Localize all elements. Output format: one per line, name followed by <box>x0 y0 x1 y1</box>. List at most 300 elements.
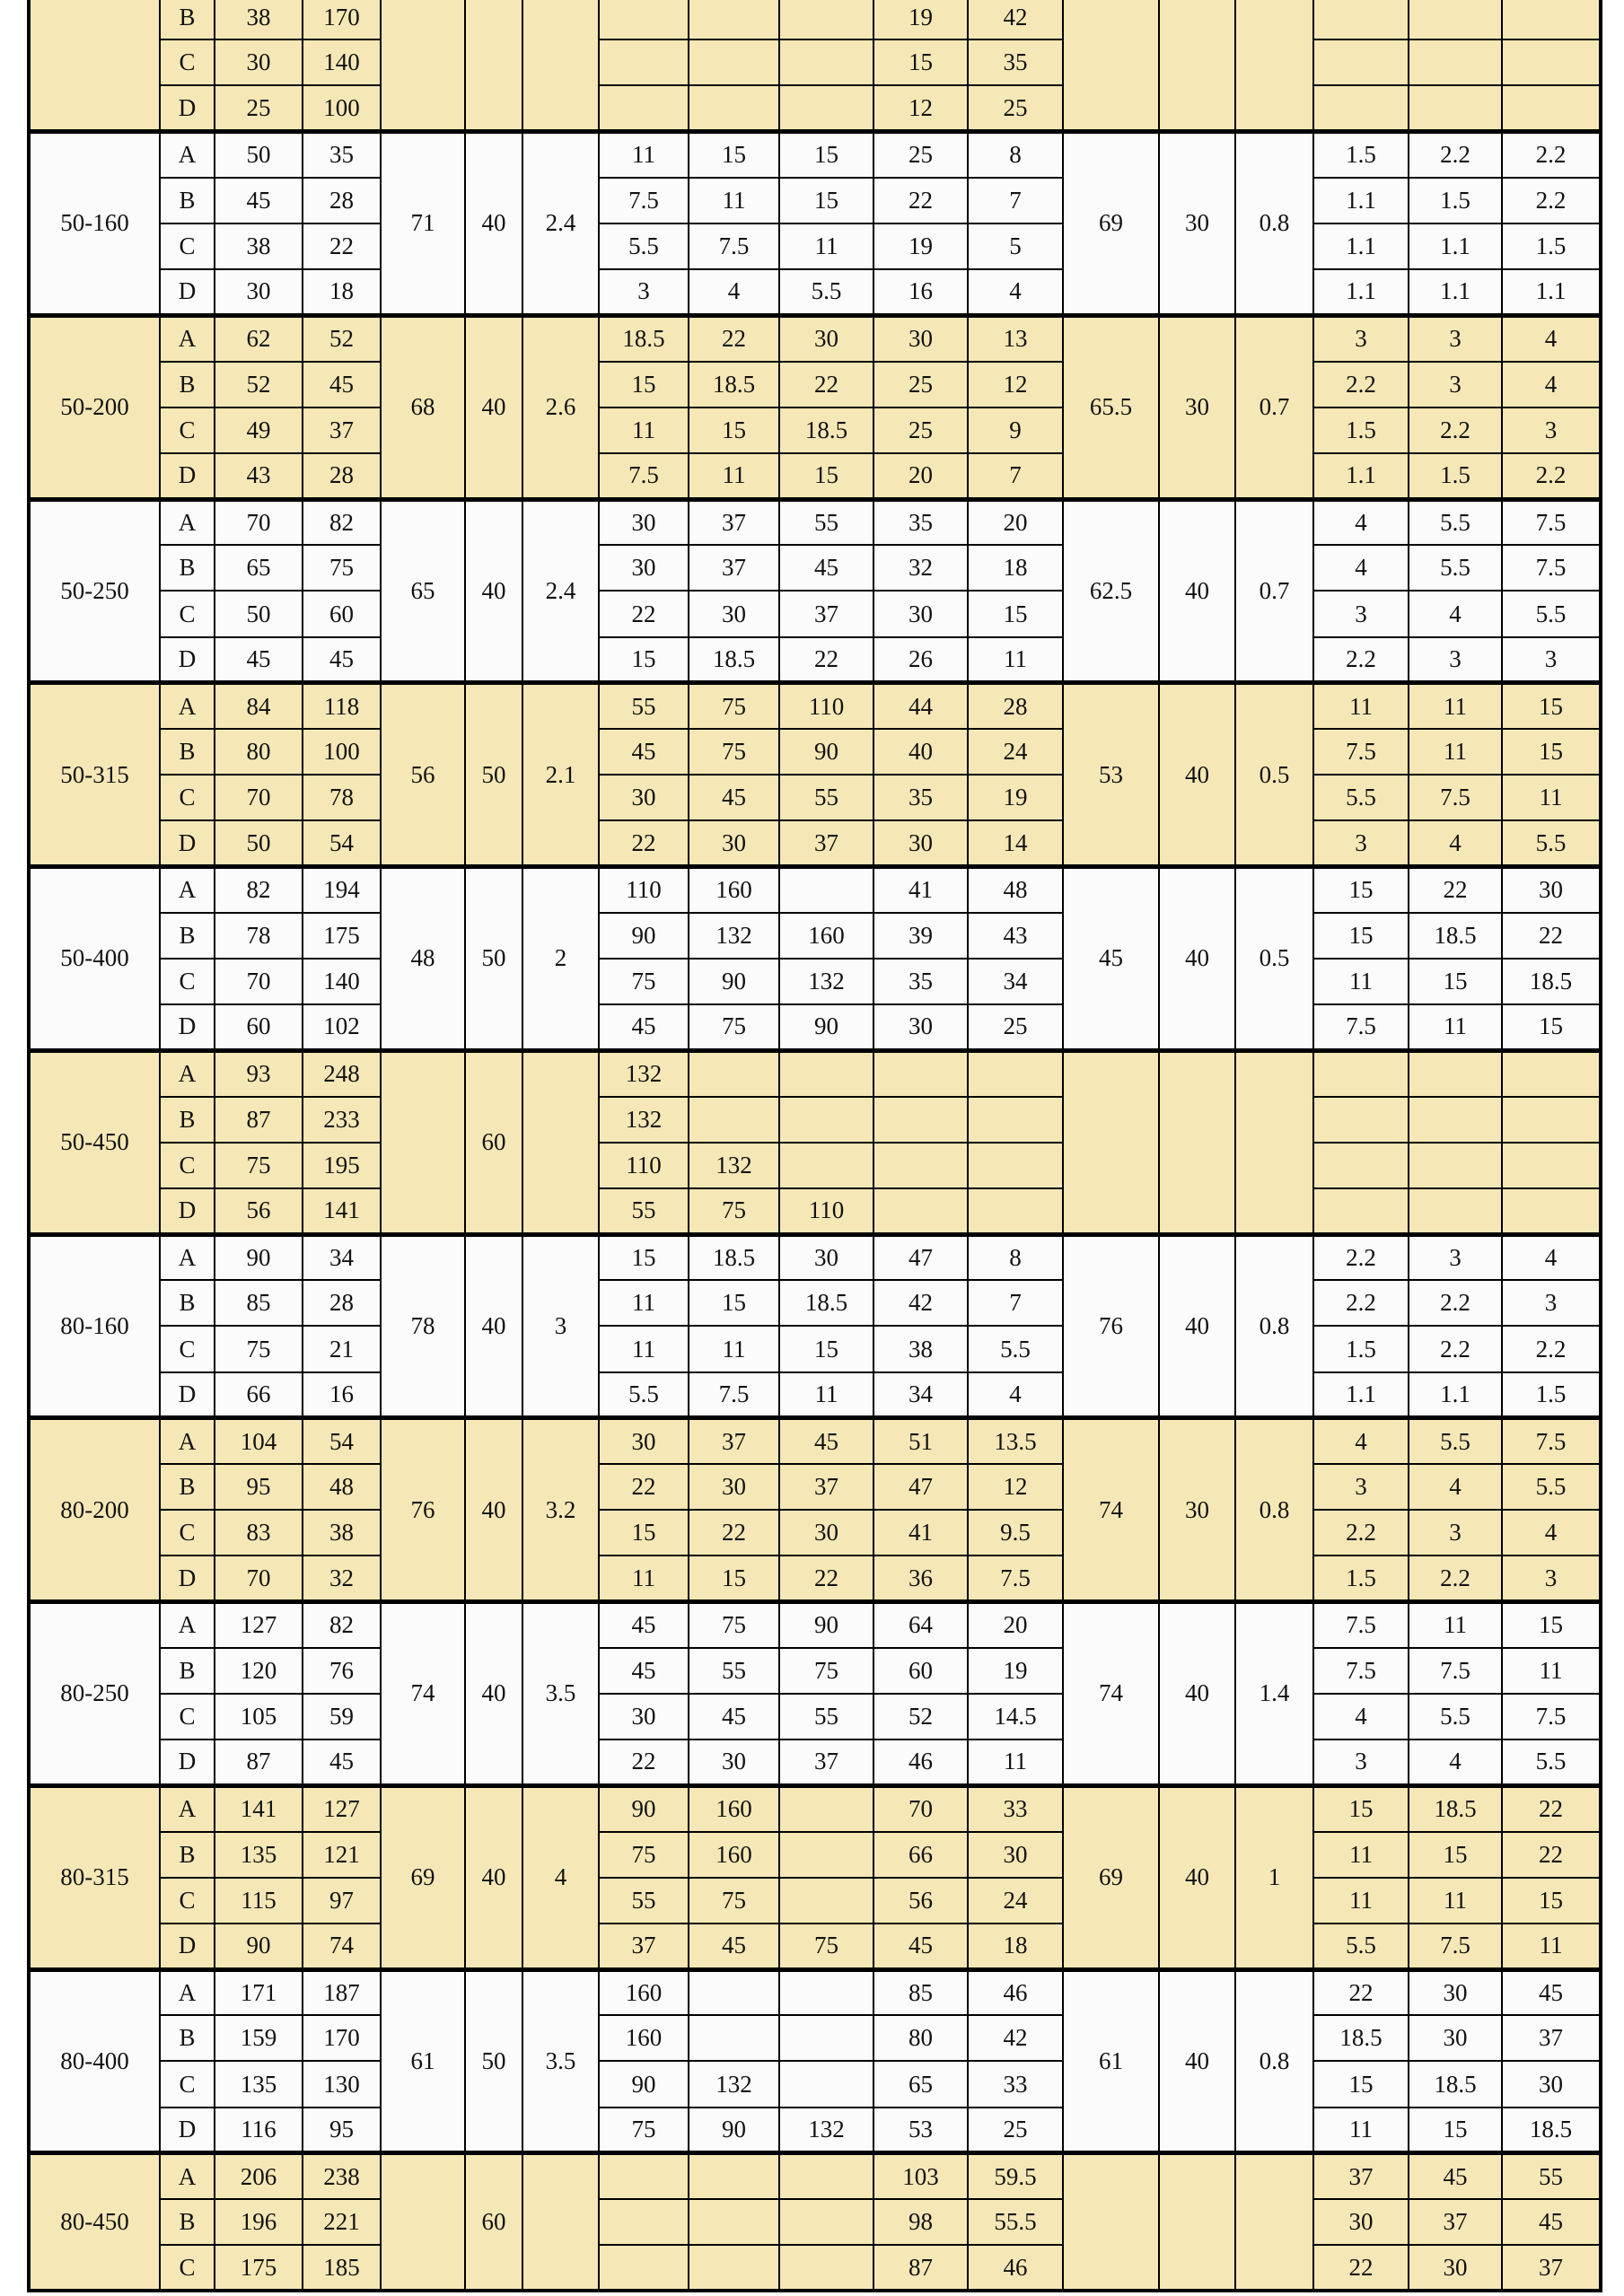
value1-cell: 104 <box>215 1418 303 1464</box>
value1-cell: 90 <box>215 1234 303 1280</box>
flow-cell <box>689 1097 779 1143</box>
group2-merged-cell: 40 <box>1159 1785 1235 1969</box>
flow-cell <box>968 1050 1063 1096</box>
power-cell: 1.5 <box>1313 132 1409 178</box>
group2-merged-cell <box>1063 1050 1159 1234</box>
power-cell <box>1409 85 1502 131</box>
flow-cell: 20 <box>968 1602 1063 1648</box>
power-cell: 2.2 <box>1502 1326 1601 1371</box>
group2-merged-cell: 30 <box>1159 132 1235 316</box>
value2-cell: 221 <box>303 2199 381 2245</box>
value2-cell: 28 <box>303 453 381 499</box>
value2-cell: 127 <box>303 1785 381 1831</box>
power-cell: 4 <box>1409 1464 1502 1510</box>
power-cell: 4 <box>1313 1694 1409 1740</box>
group2-merged-cell: 62.5 <box>1063 499 1159 683</box>
value2-cell: 248 <box>303 1050 381 1096</box>
group2-merged-cell: 40 <box>1159 867 1235 1051</box>
power-cell: 3 <box>1409 1234 1502 1280</box>
grade-letter-cell: C <box>160 2245 215 2291</box>
power-cell: 15 <box>1502 1004 1601 1050</box>
value2-cell: 194 <box>303 867 381 913</box>
value2-cell: 118 <box>303 683 381 729</box>
flow-cell <box>689 2199 779 2245</box>
flow-cell: 25 <box>968 85 1063 131</box>
model-block <box>29 1969 1601 2153</box>
flow-cell: 9 <box>968 407 1063 453</box>
flow-cell: 35 <box>873 775 968 820</box>
model-block <box>29 1602 1601 1786</box>
grade-letter-cell: A <box>160 1418 215 1464</box>
flow-cell: 160 <box>599 2015 689 2061</box>
flow-cell: 30 <box>873 315 968 361</box>
power-cell: 30 <box>1409 2015 1502 2061</box>
grade-letter-cell: C <box>160 1694 215 1740</box>
value1-cell: 70 <box>215 1555 303 1601</box>
flow-cell <box>779 1878 873 1924</box>
flow-cell: 56 <box>873 1878 968 1924</box>
flow-cell: 45 <box>599 1648 689 1694</box>
value1-cell: 30 <box>215 269 303 315</box>
group1-merged-cell: 40 <box>465 315 522 499</box>
power-cell: 11 <box>1502 1924 1601 1969</box>
table-row <box>29 223 1601 269</box>
model-block <box>29 1418 1601 1602</box>
flow-cell: 7.5 <box>599 453 689 499</box>
grade-letter-cell: B <box>160 1648 215 1694</box>
flow-cell: 11 <box>599 407 689 453</box>
value1-cell: 120 <box>215 1648 303 1694</box>
value2-cell: 170 <box>303 0 381 39</box>
power-cell: 3 <box>1313 1464 1409 1510</box>
flow-cell: 16 <box>873 269 968 315</box>
power-cell: 15 <box>1502 1602 1601 1648</box>
power-cell <box>1313 85 1409 131</box>
power-cell: 22 <box>1502 1832 1601 1878</box>
model-block <box>29 315 1601 499</box>
power-cell: 30 <box>1409 2245 1502 2291</box>
flow-cell: 70 <box>873 1785 968 1831</box>
flow-cell: 38 <box>873 1326 968 1371</box>
power-cell: 11 <box>1502 775 1601 820</box>
value2-cell: 175 <box>303 913 381 959</box>
power-cell: 15 <box>1313 2061 1409 2107</box>
grade-letter-cell: C <box>160 223 215 269</box>
flow-cell: 110 <box>599 1143 689 1188</box>
value2-cell: 238 <box>303 2153 381 2199</box>
flow-cell: 44 <box>873 683 968 729</box>
grade-letter-cell: B <box>160 0 215 39</box>
flow-cell: 15 <box>689 1280 779 1326</box>
value1-cell: 38 <box>215 0 303 39</box>
power-cell <box>1502 1188 1601 1234</box>
grade-letter-cell: C <box>160 959 215 1004</box>
table-row <box>29 1740 1601 1785</box>
table-row <box>29 499 1601 545</box>
flow-cell: 160 <box>599 1969 689 2015</box>
flow-cell: 11 <box>689 1326 779 1371</box>
group2-merged-cell: 53 <box>1063 683 1159 867</box>
flow-cell: 55 <box>599 1878 689 1924</box>
power-cell: 3 <box>1502 1555 1601 1601</box>
flow-cell <box>779 867 873 913</box>
flow-cell: 46 <box>968 2245 1063 2291</box>
flow-cell: 30 <box>873 591 968 636</box>
power-cell: 1.5 <box>1313 1555 1409 1601</box>
value1-cell: 83 <box>215 1510 303 1555</box>
group2-merged-cell: 0.5 <box>1235 867 1313 1051</box>
power-cell: 2.2 <box>1313 1280 1409 1326</box>
flow-cell: 80 <box>873 2015 968 2061</box>
value1-cell: 56 <box>215 1188 303 1234</box>
value1-cell: 70 <box>215 775 303 820</box>
flow-cell: 30 <box>689 591 779 636</box>
model-cell: 50-315 <box>29 683 160 867</box>
flow-cell: 37 <box>689 545 779 591</box>
flow-cell <box>779 1097 873 1143</box>
flow-cell: 42 <box>968 2015 1063 2061</box>
table-row <box>29 1648 1601 1694</box>
grade-letter-cell: B <box>160 1280 215 1326</box>
value2-cell: 82 <box>303 1602 381 1648</box>
grade-letter-cell: C <box>160 2061 215 2107</box>
flow-cell: 75 <box>689 1602 779 1648</box>
flow-cell: 11 <box>599 1555 689 1601</box>
table-row <box>29 683 1601 729</box>
flow-cell: 132 <box>689 1143 779 1188</box>
flow-cell: 35 <box>873 499 968 545</box>
power-cell: 45 <box>1502 2199 1601 2245</box>
flow-cell <box>873 1143 968 1188</box>
flow-cell: 19 <box>968 775 1063 820</box>
power-cell: 4 <box>1409 1740 1502 1785</box>
flow-cell: 22 <box>689 1510 779 1555</box>
group1-merged-cell: 3.5 <box>522 1602 599 1786</box>
power-cell <box>1502 1143 1601 1188</box>
value2-cell: 21 <box>303 1326 381 1371</box>
table-row <box>29 1602 1601 1648</box>
flow-cell: 98 <box>873 2199 968 2245</box>
value2-cell: 100 <box>303 729 381 775</box>
table-row <box>29 1097 1601 1143</box>
flow-cell: 7 <box>968 178 1063 223</box>
table-row <box>29 1234 1601 1280</box>
pump-spec-table <box>27 0 1602 2292</box>
flow-cell <box>968 1143 1063 1188</box>
model-block <box>29 2153 1601 2292</box>
power-cell: 11 <box>1313 2108 1409 2153</box>
value2-cell: 60 <box>303 591 381 636</box>
flow-cell: 53 <box>873 2108 968 2153</box>
flow-cell: 45 <box>689 1694 779 1740</box>
value2-cell: 195 <box>303 1143 381 1188</box>
grade-letter-cell: B <box>160 1464 215 1510</box>
flow-cell: 42 <box>968 0 1063 39</box>
power-cell: 11 <box>1313 1878 1409 1924</box>
group2-merged-cell <box>1235 2153 1313 2292</box>
table-row <box>29 407 1601 453</box>
flow-cell: 75 <box>689 729 779 775</box>
flow-cell: 7.5 <box>689 223 779 269</box>
power-cell: 3 <box>1502 637 1601 683</box>
flow-cell: 5.5 <box>779 269 873 315</box>
value1-cell: 115 <box>215 1878 303 1924</box>
power-cell: 1.5 <box>1313 1326 1409 1371</box>
value1-cell: 141 <box>215 1785 303 1831</box>
value1-cell: 45 <box>215 637 303 683</box>
table-row <box>29 1004 1601 1050</box>
flow-cell: 55 <box>779 1694 873 1740</box>
group2-merged-cell <box>1063 0 1159 132</box>
power-cell: 11 <box>1409 683 1502 729</box>
flow-cell: 75 <box>599 2108 689 2153</box>
group1-merged-cell: 2.1 <box>522 683 599 867</box>
power-cell: 5.5 <box>1409 499 1502 545</box>
value1-cell: 87 <box>215 1097 303 1143</box>
flow-cell: 11 <box>599 1280 689 1326</box>
value1-cell: 90 <box>215 1924 303 1969</box>
power-cell: 7.5 <box>1502 1694 1601 1740</box>
value1-cell: 70 <box>215 499 303 545</box>
grade-letter-cell: B <box>160 1832 215 1878</box>
value1-cell: 66 <box>215 1372 303 1418</box>
flow-cell: 46 <box>968 1969 1063 2015</box>
grade-letter-cell: A <box>160 132 215 178</box>
flow-cell: 22 <box>779 637 873 683</box>
grade-letter-cell: C <box>160 775 215 820</box>
model-cell <box>29 0 160 132</box>
grade-letter-cell: C <box>160 1510 215 1555</box>
grade-letter-cell: D <box>160 1555 215 1601</box>
group2-merged-cell: 30 <box>1159 1418 1235 1602</box>
value2-cell: 32 <box>303 1555 381 1601</box>
power-cell: 4 <box>1313 545 1409 591</box>
group1-merged-cell: 68 <box>381 315 465 499</box>
power-cell: 2.2 <box>1313 362 1409 407</box>
flow-cell: 90 <box>599 913 689 959</box>
power-cell <box>1409 1097 1502 1143</box>
group2-merged-cell <box>1235 1050 1313 1234</box>
flow-cell: 66 <box>873 1832 968 1878</box>
group1-merged-cell: 3 <box>522 1234 599 1418</box>
value1-cell: 52 <box>215 362 303 407</box>
power-cell: 5.5 <box>1409 545 1502 591</box>
group2-merged-cell <box>1159 1050 1235 1234</box>
power-cell: 18.5 <box>1502 959 1601 1004</box>
group1-merged-cell: 2.4 <box>522 132 599 316</box>
group1-merged-cell: 2.4 <box>522 499 599 683</box>
grade-letter-cell: A <box>160 315 215 361</box>
power-cell: 22 <box>1313 2245 1409 2291</box>
power-cell: 22 <box>1502 913 1601 959</box>
table-row <box>29 2015 1601 2061</box>
value1-cell: 93 <box>215 1050 303 1096</box>
flow-cell: 90 <box>599 1785 689 1831</box>
value1-cell: 105 <box>215 1694 303 1740</box>
flow-cell: 15 <box>599 362 689 407</box>
power-cell: 1.1 <box>1313 269 1409 315</box>
table-row <box>29 1326 1601 1371</box>
power-cell: 11 <box>1313 683 1409 729</box>
flow-cell: 37 <box>779 1464 873 1510</box>
model-cell: 50-250 <box>29 499 160 683</box>
flow-cell <box>779 85 873 131</box>
value2-cell: 16 <box>303 1372 381 1418</box>
flow-cell: 45 <box>599 729 689 775</box>
flow-cell: 28 <box>968 683 1063 729</box>
power-cell: 4 <box>1502 1510 1601 1555</box>
power-cell: 1.1 <box>1313 453 1409 499</box>
flow-cell <box>779 2153 873 2199</box>
group1-merged-cell <box>522 0 599 132</box>
table-row <box>29 2245 1601 2291</box>
table-row <box>29 729 1601 775</box>
value2-cell: 22 <box>303 223 381 269</box>
flow-cell: 15 <box>779 453 873 499</box>
grade-letter-cell: B <box>160 913 215 959</box>
flow-cell: 75 <box>689 1878 779 1924</box>
table-row <box>29 178 1601 223</box>
flow-cell: 14 <box>968 820 1063 866</box>
flow-cell: 4 <box>689 269 779 315</box>
grade-letter-cell: D <box>160 1004 215 1050</box>
flow-cell: 7.5 <box>689 1372 779 1418</box>
power-cell <box>1409 1050 1502 1096</box>
flow-cell: 30 <box>779 1510 873 1555</box>
power-cell: 5.5 <box>1313 775 1409 820</box>
grade-letter-cell: D <box>160 637 215 683</box>
flow-cell <box>779 2199 873 2245</box>
value1-cell: 175 <box>215 2245 303 2291</box>
flow-cell: 18.5 <box>689 362 779 407</box>
flow-cell: 18.5 <box>689 1234 779 1280</box>
power-cell: 1.1 <box>1313 178 1409 223</box>
value1-cell: 25 <box>215 85 303 131</box>
table-row <box>29 1143 1601 1188</box>
power-cell: 37 <box>1409 2199 1502 2245</box>
flow-cell <box>968 1097 1063 1143</box>
flow-cell: 22 <box>779 362 873 407</box>
grade-letter-cell: D <box>160 85 215 131</box>
flow-cell: 5.5 <box>968 1326 1063 1371</box>
power-cell: 3 <box>1313 591 1409 636</box>
power-cell: 4 <box>1313 499 1409 545</box>
group1-merged-cell: 40 <box>465 499 522 683</box>
flow-cell: 18.5 <box>779 407 873 453</box>
flow-cell: 32 <box>873 545 968 591</box>
value1-cell: 60 <box>215 1004 303 1050</box>
flow-cell <box>689 2245 779 2291</box>
group1-merged-cell <box>381 0 465 132</box>
power-cell: 4 <box>1313 1418 1409 1464</box>
model-cell: 50-160 <box>29 132 160 316</box>
flow-cell <box>599 2245 689 2291</box>
flow-cell: 48 <box>968 867 1063 913</box>
power-cell: 11 <box>1502 1648 1601 1694</box>
table-row <box>29 1694 1601 1740</box>
power-cell: 2.2 <box>1313 1510 1409 1555</box>
table-row <box>29 132 1601 178</box>
group2-merged-cell: 0.8 <box>1235 1234 1313 1418</box>
power-cell: 5.5 <box>1409 1694 1502 1740</box>
flow-cell: 55 <box>599 1188 689 1234</box>
group2-merged-cell <box>1159 2153 1235 2292</box>
flow-cell: 132 <box>779 2108 873 2153</box>
group2-merged-cell: 45 <box>1063 867 1159 1051</box>
table-row <box>29 315 1601 361</box>
power-cell: 45 <box>1409 2153 1502 2199</box>
value2-cell: 52 <box>303 315 381 361</box>
group2-merged-cell: 0.5 <box>1235 683 1313 867</box>
model-block <box>29 683 1601 867</box>
table-row <box>29 2108 1601 2153</box>
flow-cell: 75 <box>779 1924 873 1969</box>
flow-cell: 30 <box>779 1234 873 1280</box>
flow-cell: 19 <box>873 0 968 39</box>
group2-merged-cell: 69 <box>1063 132 1159 316</box>
grade-letter-cell: B <box>160 1097 215 1143</box>
power-cell: 1.1 <box>1409 223 1502 269</box>
group1-merged-cell <box>381 2153 465 2292</box>
value2-cell: 35 <box>303 132 381 178</box>
value2-cell: 45 <box>303 362 381 407</box>
flow-cell: 11 <box>689 453 779 499</box>
group1-merged-cell <box>465 0 522 132</box>
table-row <box>29 1785 1601 1831</box>
group1-merged-cell: 61 <box>381 1969 465 2153</box>
flow-cell <box>779 0 873 39</box>
flow-cell: 160 <box>779 913 873 959</box>
flow-cell: 132 <box>689 913 779 959</box>
value1-cell: 45 <box>215 178 303 223</box>
flow-cell <box>968 1188 1063 1234</box>
power-cell: 3 <box>1409 362 1502 407</box>
group2-merged-cell <box>1159 0 1235 132</box>
flow-cell: 41 <box>873 1510 968 1555</box>
flow-cell: 15 <box>968 591 1063 636</box>
power-cell: 7.5 <box>1502 545 1601 591</box>
flow-cell: 8 <box>968 1234 1063 1280</box>
table-row <box>29 453 1601 499</box>
power-cell: 2.2 <box>1313 637 1409 683</box>
flow-cell <box>599 39 689 85</box>
grade-letter-cell: B <box>160 178 215 223</box>
power-cell: 37 <box>1502 2245 1601 2291</box>
group2-merged-cell: 30 <box>1159 315 1235 499</box>
group2-merged-cell: 74 <box>1063 1418 1159 1602</box>
value2-cell: 82 <box>303 499 381 545</box>
value1-cell: 78 <box>215 913 303 959</box>
flow-cell: 13 <box>968 315 1063 361</box>
power-cell: 2.2 <box>1409 1326 1502 1371</box>
power-cell <box>1409 1143 1502 1188</box>
flow-cell: 11 <box>779 223 873 269</box>
table-row <box>29 913 1601 959</box>
flow-cell: 22 <box>689 315 779 361</box>
flow-cell: 65 <box>873 2061 968 2107</box>
flow-cell: 132 <box>599 1097 689 1143</box>
flow-cell: 160 <box>689 1785 779 1831</box>
value2-cell: 187 <box>303 1969 381 2015</box>
flow-cell: 11 <box>599 1326 689 1371</box>
power-cell: 2.2 <box>1409 1280 1502 1326</box>
group1-merged-cell: 60 <box>465 2153 522 2292</box>
flow-cell: 11 <box>968 1740 1063 1785</box>
power-cell: 15 <box>1502 683 1601 729</box>
flow-cell: 11 <box>689 178 779 223</box>
flow-cell: 110 <box>599 867 689 913</box>
flow-cell: 5.5 <box>599 223 689 269</box>
